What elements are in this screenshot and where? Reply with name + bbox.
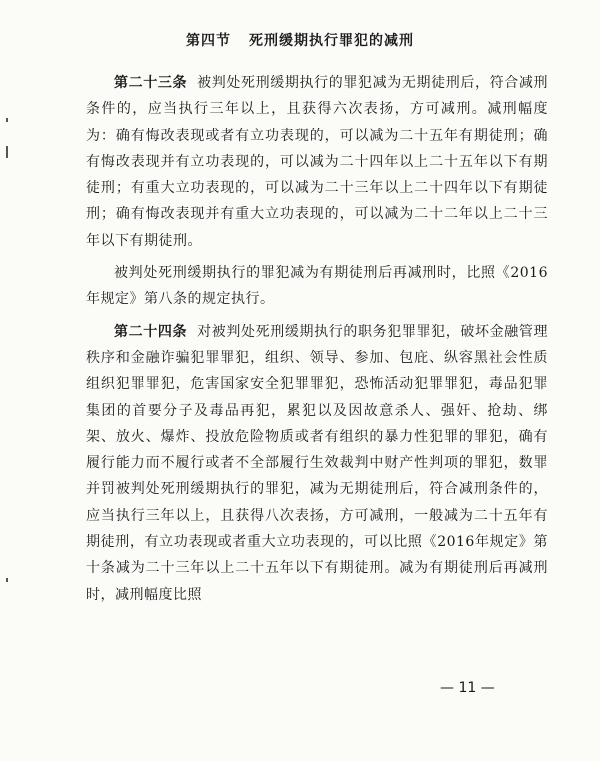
paragraph-text: 被判处死刑缓期执行的罪犯减为有期徒刑后再减刑时，比照《2016年规定》第八条的规定执行。 — [86, 265, 548, 308]
scan-mark — [6, 146, 8, 158]
body-text — [86, 70, 548, 614]
paragraph-text: 对被判处死刑缓期执行的职务犯罪罪犯，破坏金融管理秩序和金融诈骗犯罪罪犯，组织、领导、参加、包庇、纵容黑社会性质组织犯罪罪犯，危害国家安全犯罪罪犯，恐怖活动犯罪罪犯，毒品犯罪集团的首要分子及毒品再犯，累犯以及因故意杀人、强奸、抢劫、绑架、放火、爆炸、投放危险物质或者有组织的暴力性犯罪的罪犯，确有履行能力而不履行或者不全部履行生效裁判中财产性判项的罪犯，数罪并罚被判处死刑缓期执行的罪犯，减为无期徒刑后，符合减刑条件的，应当执行三年以上，且获得八次表扬，方可减刑，一般减为二十五年有期徒刑，有立功表现或者重大立功表现的，可以比照《2016年规定》第十条减为二十三年以上二十五年以下有期徒刑。减为有期徒刑后再减刑时，减刑幅度比照 — [86, 323, 548, 603]
section-title: 死刑缓期执行罪犯的减刑 — [249, 33, 414, 49]
paragraph-text: 被判处死刑缓期执行的罪犯减为无期徒刑后，符合减刑条件的，应当执行三年以上，且获得六次表扬，方可减刑。减刑幅度为：确有悔改表现或者有立功表现的，可以减为二十五年有期徒刑；确有悔改表现并有立功表现的，可以减为二十四年以上二十五年以下有期徒刑；有重大立功表现的，可以减为二十三年以上二十四年以下有期徒刑；确有悔改表现并有重大立功表现的，可以减为二十二年以上二十三年以下有期徒刑。 — [86, 75, 548, 249]
paragraph — [86, 70, 548, 254]
paragraph — [86, 319, 548, 608]
scan-mark — [6, 118, 8, 122]
article-number: 第二十四条 — [114, 323, 188, 340]
paragraph — [86, 260, 548, 313]
page-number: — 11 — — [440, 680, 495, 696]
section-heading — [0, 30, 600, 50]
section-number: 第四节 — [186, 33, 231, 49]
scan-mark — [6, 578, 8, 582]
article-number: 第二十三条 — [114, 75, 188, 91]
